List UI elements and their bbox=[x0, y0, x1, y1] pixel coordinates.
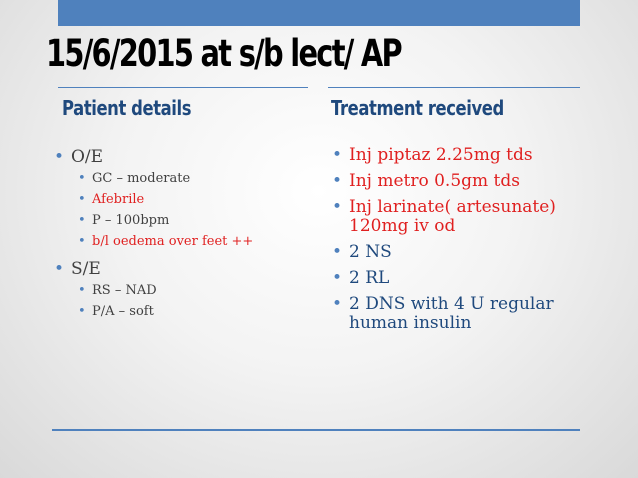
left-heading-rule bbox=[58, 87, 308, 88]
list-item-afebrile: • Afebrile bbox=[52, 189, 317, 210]
bottom-rule bbox=[52, 429, 580, 431]
patient-details-heading: Patient details bbox=[62, 96, 192, 120]
list-item-oedema: • b/l oedema over feet ++ bbox=[52, 231, 317, 252]
slide-title: 15/6/2015 at s/b lect/ AP bbox=[46, 32, 401, 75]
right-heading-rule bbox=[328, 87, 580, 88]
treatment-item-larinate: • Inj larinate( artesunate) 120mg iv od bbox=[330, 198, 580, 236]
section-se: • S/E bbox=[52, 258, 317, 280]
top-accent-bar bbox=[58, 0, 580, 26]
list-item-pa: • P/A – soft bbox=[52, 301, 317, 322]
treatment-item-dns: • 2 DNS with 4 U regular human insulin bbox=[330, 295, 580, 333]
treatment-item-metro: • Inj metro 0.5gm tds bbox=[330, 172, 580, 191]
treatment-column bbox=[330, 146, 580, 340]
treatment-item-ns: • 2 NS bbox=[330, 243, 580, 262]
treatment-list bbox=[330, 146, 580, 333]
section-oe: • O/E bbox=[52, 146, 317, 168]
list-item-gc: • GC – moderate bbox=[52, 168, 317, 189]
list-item-pulse: • P – 100bpm bbox=[52, 210, 317, 231]
treatment-received-heading: Treatment received bbox=[331, 96, 504, 120]
treatment-item-rl: • 2 RL bbox=[330, 269, 580, 288]
patient-details-list bbox=[52, 146, 317, 322]
list-item-rs: • RS – NAD bbox=[52, 280, 317, 301]
treatment-item-piptaz: • Inj piptaz 2.25mg tds bbox=[330, 146, 580, 165]
patient-details-column bbox=[52, 146, 317, 322]
